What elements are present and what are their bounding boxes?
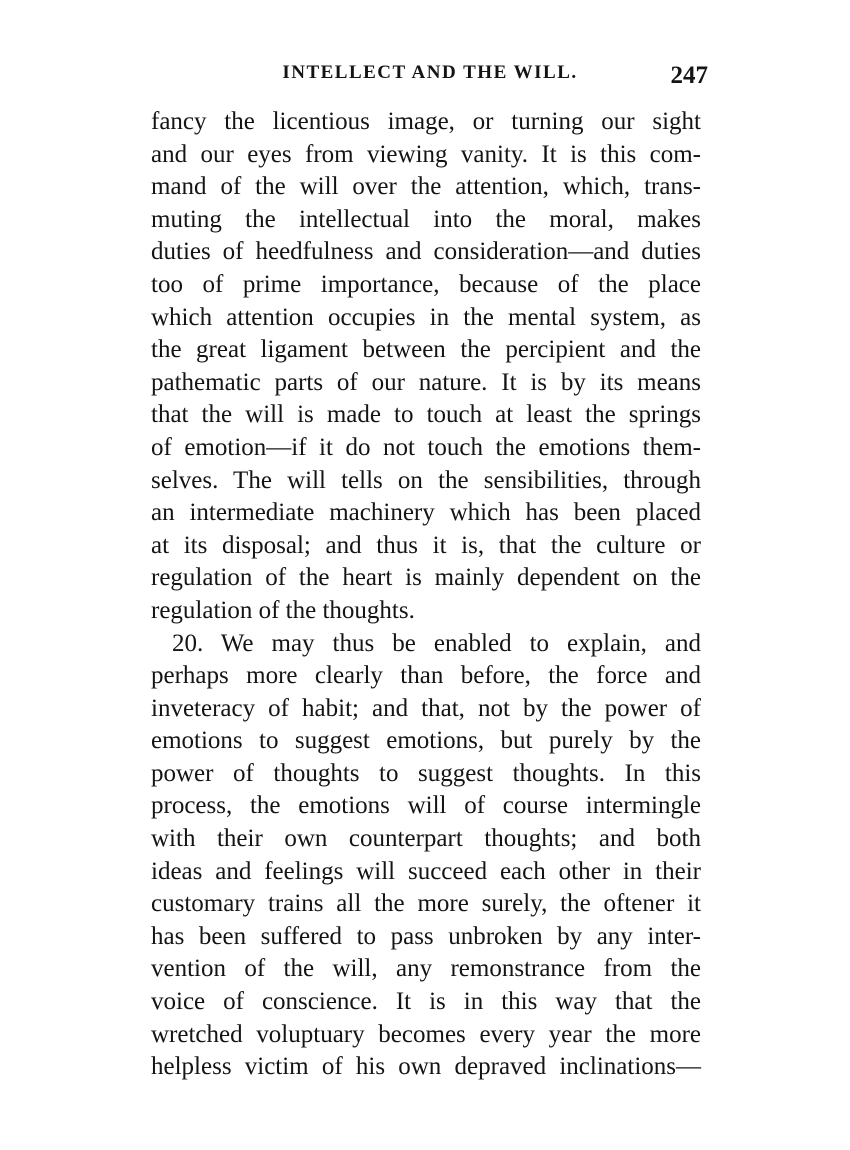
text-line: wretched voluptuary becomes every year the more <box>151 1020 701 1048</box>
text-line: has been suffered to pass unbroken by any inter- <box>151 922 701 950</box>
text-line: inveteracy of habit; and that, not by the power of <box>151 694 701 722</box>
text-line: power of thoughts to suggest thoughts. In this <box>151 759 701 787</box>
text-line: too of prime importance, because of the place <box>151 270 701 298</box>
text-line: helpless victim of his own depraved inclinations— <box>151 1053 701 1081</box>
text-line: and our eyes from viewing vanity. It is this com- <box>151 140 701 168</box>
text-line: at its disposal; and thus it is, that the culture or <box>151 531 701 559</box>
text-line: which attention occupies in the mental system, as <box>151 303 701 331</box>
text-line: an intermediate machinery which has been placed <box>151 499 701 527</box>
text-line: that the will is made to touch at least the springs <box>151 401 701 429</box>
text-line: pathematic parts of our nature. It is by its means <box>151 368 701 396</box>
running-title: INTELLECT AND THE WILL. <box>282 62 578 83</box>
text-line: muting the intellectual into the moral, makes <box>151 205 701 233</box>
text-line: customary trains all the more surely, the oftener it <box>151 890 701 918</box>
text-line: mand of the will over the attention, which, trans- <box>151 173 701 201</box>
text-line: fancy the licentious image, or turning our sight <box>151 108 701 135</box>
text-line: with their own counterpart thoughts; and both <box>151 825 701 853</box>
paragraph-start-line: 20. We may thus be enabled to explain, and <box>172 629 701 657</box>
text-line: emotions to suggest emotions, but purely by the <box>151 727 701 755</box>
text-line: the great ligament between the percipient and the <box>151 336 701 364</box>
text-line: voice of conscience. It is in this way that the <box>151 988 701 1016</box>
text-line: vention of the will, any remonstrance from the <box>151 955 701 983</box>
page-number: 247 <box>670 62 708 89</box>
text-line: selves. The will tells on the sensibilities, through <box>151 466 701 494</box>
running-head <box>150 61 710 89</box>
text-line: of emotion—if it do not touch the emotions them- <box>151 433 701 461</box>
text-line: ideas and feelings will succeed each other in their <box>151 857 701 885</box>
text-line: process, the emotions will of course intermingle <box>151 792 701 820</box>
text-line: regulation of the heart is mainly dependent on the <box>151 564 701 592</box>
text-line: duties of heedfulness and consideration—and duties <box>151 238 701 266</box>
text-line: perhaps more clearly than before, the force and <box>151 662 701 690</box>
body-text <box>151 106 701 1084</box>
paragraph-end-line: regulation of the thoughts. <box>151 596 415 624</box>
